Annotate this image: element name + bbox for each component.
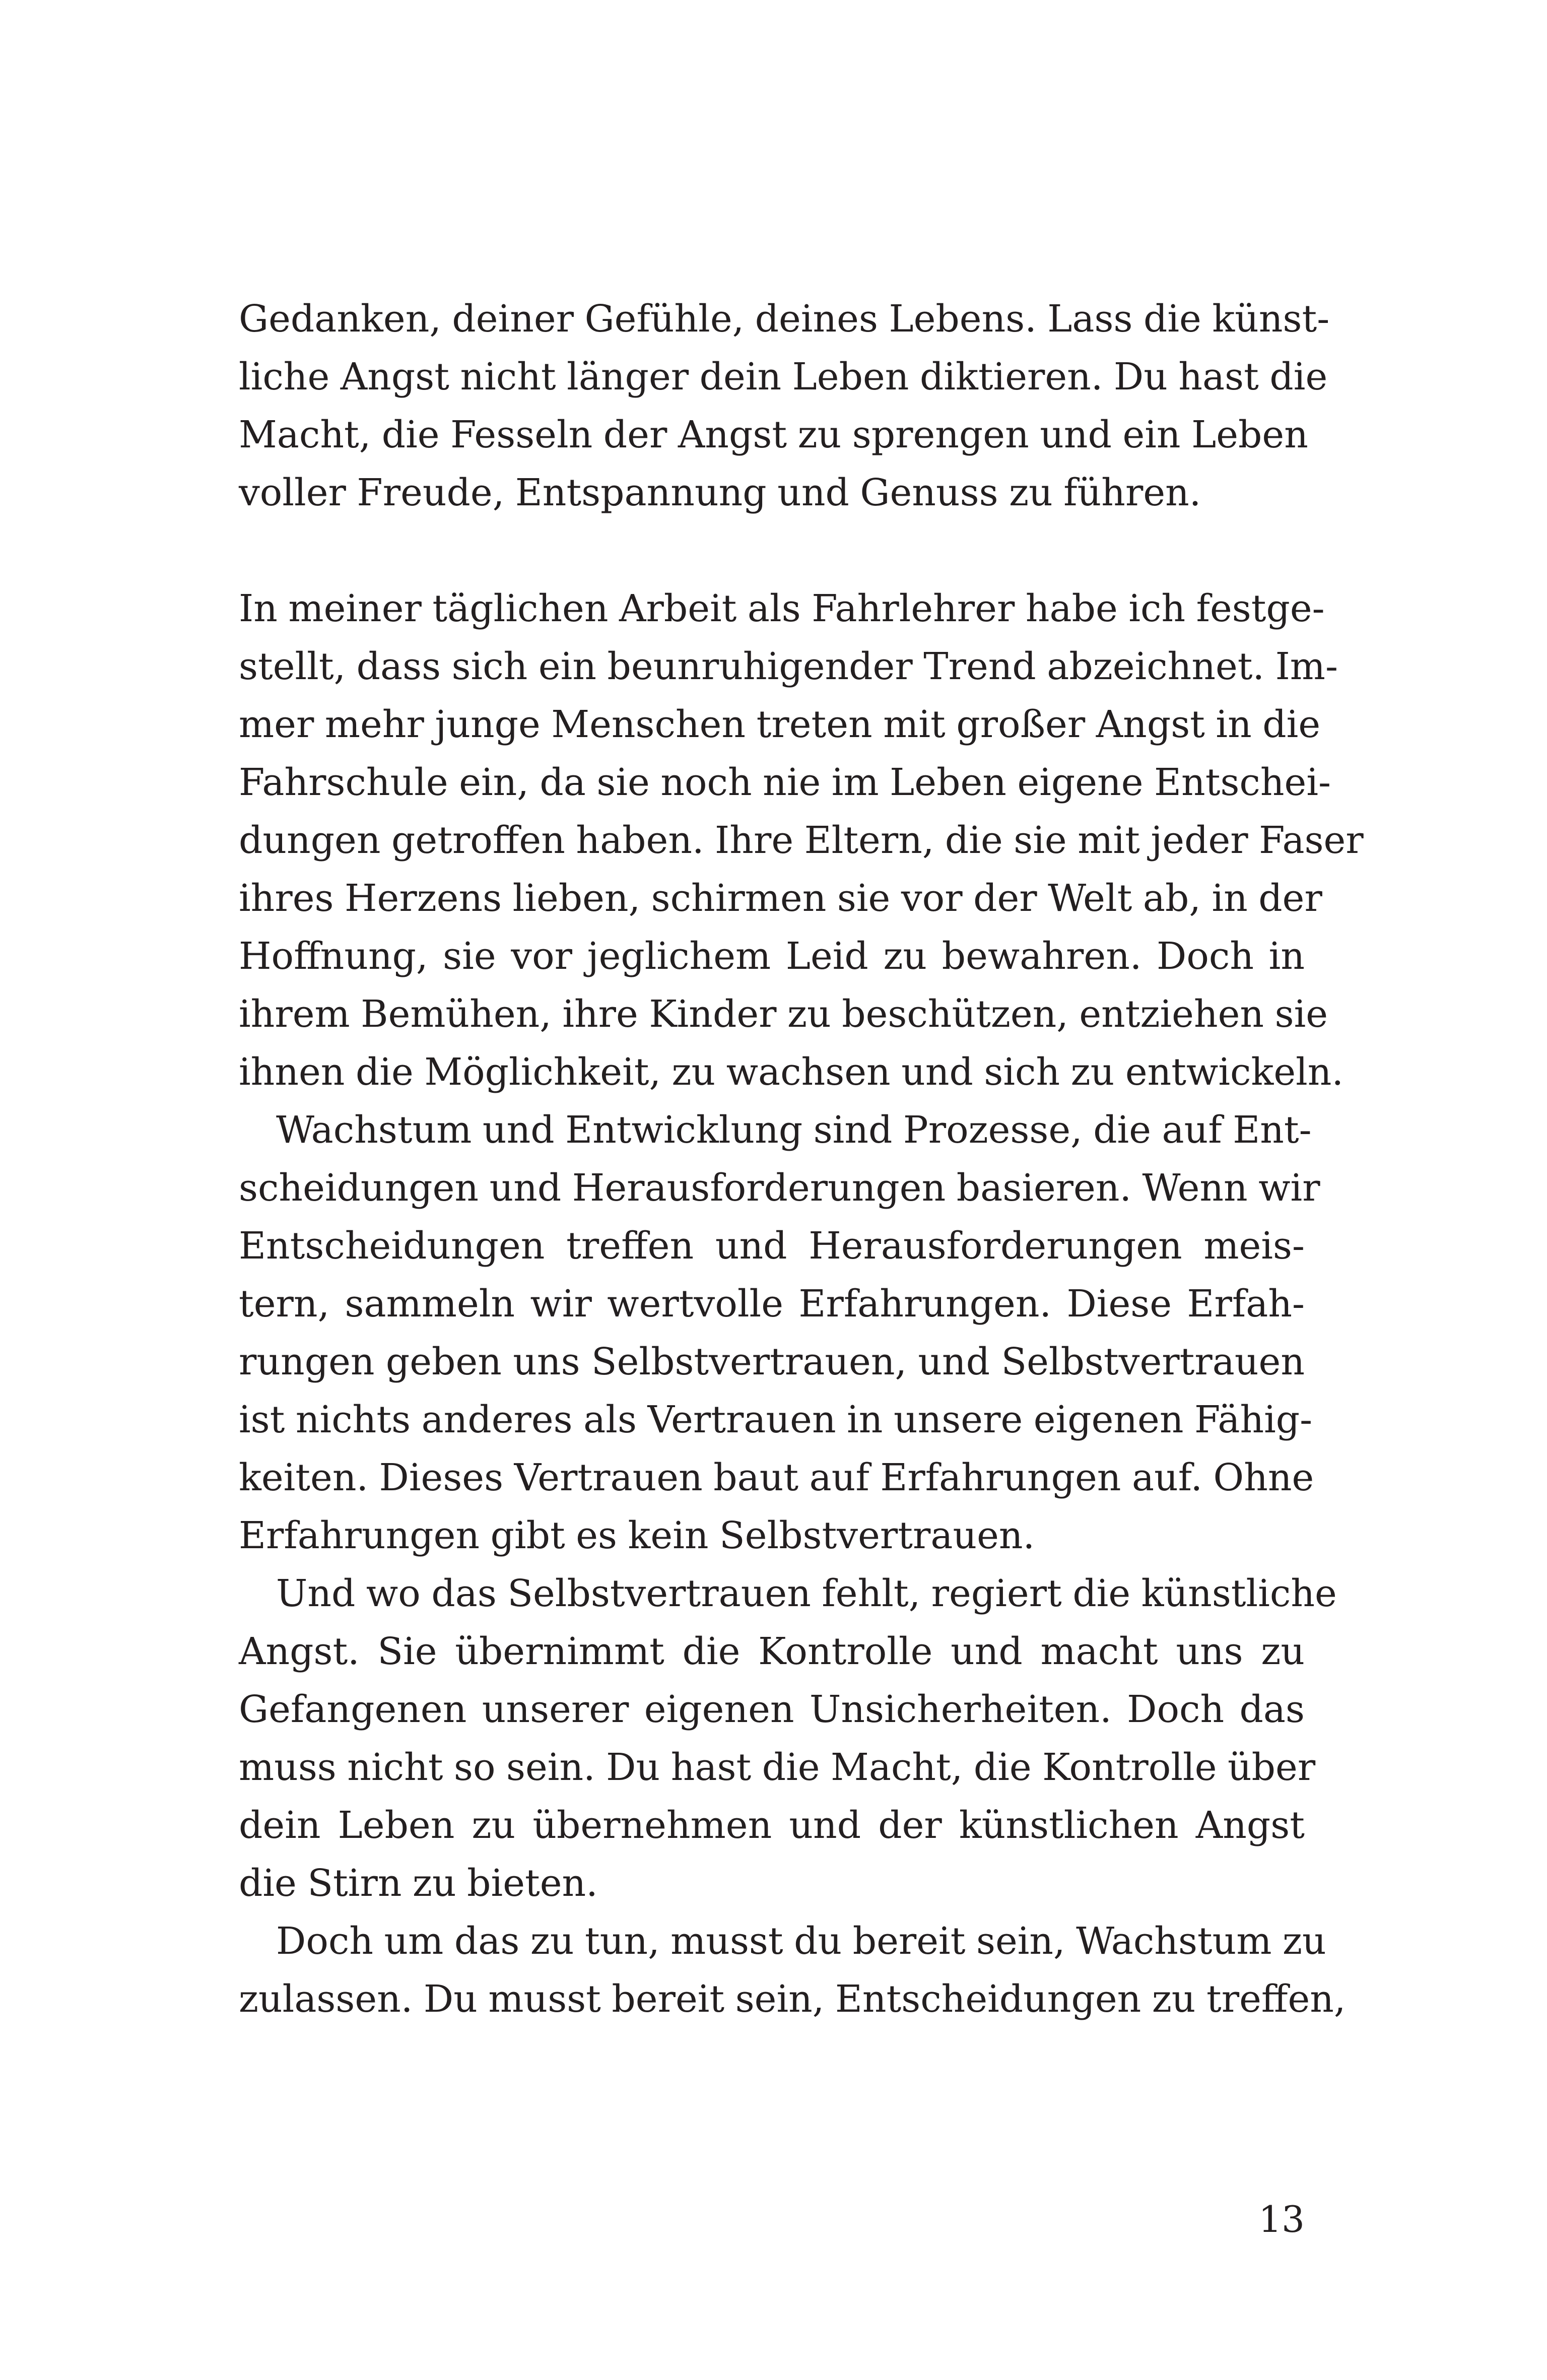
text-line: ist nichts anderes als Vertrauen in unsere eigenen Fähig-	[239, 1398, 1313, 1441]
text-line: Gefangenen unserer eigenen Unsicherheiten. Doch das	[239, 1688, 1305, 1731]
text-line: ihrem Bemühen, ihre Kinder zu beschützen, entziehen sie	[239, 993, 1328, 1036]
text-line: dein Leben zu übernehmen und der künstlichen Angst	[239, 1804, 1305, 1847]
paragraph-driving-instructor	[239, 580, 1364, 1101]
text-line: Gedanken, deiner Gefühle, deines Lebens. Lass die künst-	[239, 297, 1330, 341]
text-line: scheidungen und Herausforderungen basieren. Wenn wir	[239, 1166, 1320, 1210]
text-line: Angst. Sie übernimmt die Kontrolle und macht uns zu	[239, 1630, 1305, 1673]
text-line: Hoffnung, sie vor jeglichem Leid zu bewahren. Doch in	[239, 935, 1305, 978]
text-line: Macht, die Fesseln der Angst zu sprengen und ein Leben	[239, 413, 1308, 456]
paragraph-self-confidence	[239, 1565, 1337, 1912]
text-line: In meiner täglichen Arbeit als Fahrlehrer habe ich festge-	[239, 587, 1325, 630]
text-line: tern, sammeln wir wertvolle Erfahrungen. Diese Erfah-	[239, 1282, 1305, 1326]
page-body	[239, 290, 1364, 2028]
text-line: die Stirn zu bieten.	[239, 1862, 598, 1905]
text-line: muss nicht so sein. Du hast die Macht, die Kontrolle über	[239, 1746, 1316, 1789]
paragraph-continuation	[239, 290, 1330, 522]
text-line: stellt, dass sich ein beunruhigender Trend abzeichnet. Im-	[239, 645, 1338, 688]
text-line: ihres Herzens lieben, schirmen sie vor der Welt ab, in der	[239, 877, 1322, 920]
text-line: Und wo das Selbstvertrauen fehlt, regiert die künstliche	[276, 1572, 1337, 1615]
text-line: liche Angst nicht länger dein Leben diktieren. Du hast die	[239, 355, 1328, 399]
text-line: Erfahrungen gibt es kein Selbstvertrauen.	[239, 1514, 1035, 1557]
text-line: voller Freude, Entspannung und Genuss zu führen.	[239, 471, 1201, 514]
paragraph-growth	[239, 1101, 1320, 1565]
text-line: zulassen. Du musst bereit sein, Entscheidungen zu treffen,	[239, 1977, 1346, 2021]
text-line: Fahrschule ein, da sie noch nie im Leben eigene Entschei-	[239, 761, 1331, 804]
paragraph-allow-growth	[239, 1912, 1346, 2028]
text-line: ihnen die Möglichkeit, zu wachsen und sich zu entwickeln.	[239, 1050, 1343, 1094]
text-line: Entscheidungen treffen und Herausforderungen meis-	[239, 1224, 1305, 1268]
text-line: Doch um das zu tun, musst du bereit sein, Wachstum zu	[276, 1920, 1326, 1963]
text-line: mer mehr junge Menschen treten mit großer Angst in die	[239, 703, 1321, 746]
text-line: dungen getroffen haben. Ihre Eltern, die sie mit jeder Faser	[239, 819, 1364, 862]
text-line: Wachstum und Entwicklung sind Prozesse, die auf Ent-	[276, 1108, 1312, 1152]
page-number: 13	[1258, 2198, 1305, 2240]
text-line: keiten. Dieses Vertrauen baut auf Erfahrungen auf. Ohne	[239, 1456, 1314, 1499]
text-line: rungen geben uns Selbstvertrauen, und Selbstvertrauen	[239, 1340, 1305, 1383]
section-break	[239, 522, 1305, 580]
